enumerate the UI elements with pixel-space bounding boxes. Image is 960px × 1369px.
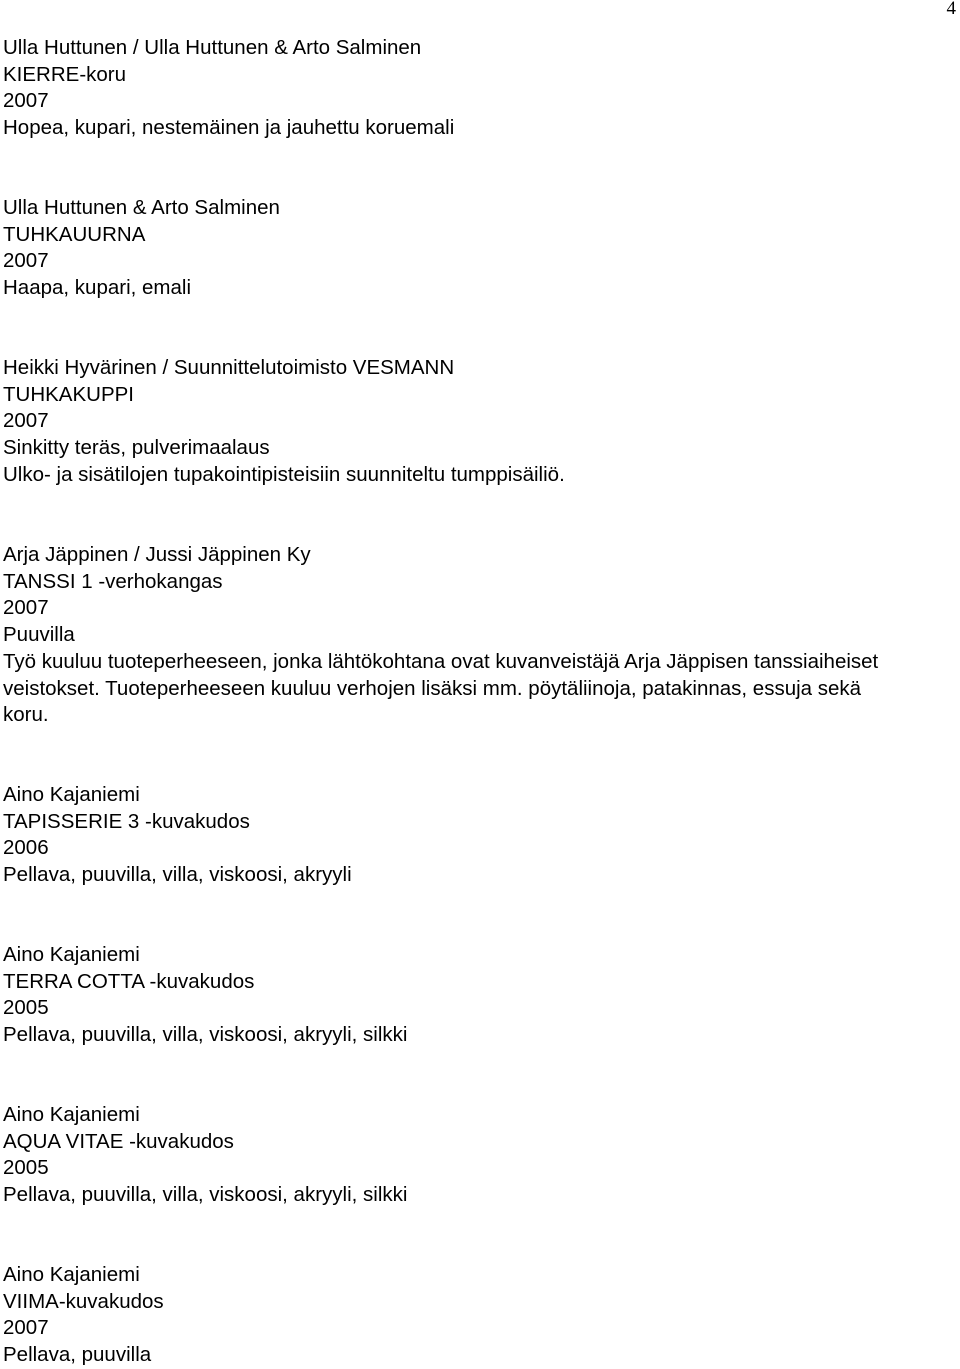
entry-materials: Pellava, puuvilla — [3, 1343, 152, 1367]
entry-tuhkauurna — [3, 195, 903, 302]
entry-year: 2005 — [3, 1156, 49, 1180]
entry-year: 2007 — [3, 409, 49, 433]
entry-viima — [3, 1262, 903, 1369]
entry-designer: Ulla Huttunen / Ulla Huttunen & Arto Salminen — [3, 36, 422, 59]
page-number: 4 — [946, 0, 956, 19]
entry-title: TANSSI 1 -verhokangas — [3, 569, 223, 593]
entry-materials: Hopea, kupari, nestemäinen ja jauhettu koruemali — [3, 116, 455, 140]
entry-designer: Heikki Hyvärinen / Suunnittelutoimisto VESMANN — [3, 356, 455, 379]
entry-tuhkakuppi — [3, 355, 903, 489]
entry-title: KIERRE-koru — [3, 62, 127, 86]
entry-description: Työ kuuluu tuoteperheeseen, jonka lähtökohtana ovat kuvanveistäjä Arja Jäppisen tanssiaiheiset veistokset. Tuoteperheeseen kuuluu verhojen lisäksi mm. pöytäliinoja, patakinnas, essuja sekä koru. — [3, 649, 879, 727]
entry-materials: Pellava, puuvilla, villa, viskoosi, akryyli, silkki — [3, 1023, 408, 1047]
entry-materials: Sinkitty teräs, pulverimaalaus — [3, 436, 270, 460]
entry-description: Ulko- ja sisätilojen tupakointipisteisiin suunniteltu tumppisäiliö. — [3, 462, 565, 486]
entry-tanssi-1 — [3, 542, 903, 729]
entry-designer: Aino Kajaniemi — [3, 943, 140, 966]
entry-materials: Haapa, kupari, emali — [3, 276, 192, 300]
entry-year: 2007 — [3, 596, 49, 620]
entry-kierre-koru — [3, 35, 903, 142]
entry-designer: Ulla Huttunen & Arto Salminen — [3, 196, 280, 219]
entry-year: 2007 — [3, 249, 49, 273]
entry-materials: Pellava, puuvilla, villa, viskoosi, akryyli — [3, 863, 352, 887]
entry-designer: Aino Kajaniemi — [3, 783, 140, 806]
entry-terra-cotta — [3, 942, 903, 1049]
entry-title: TERRA COTTA -kuvakudos — [3, 969, 255, 993]
entry-materials: Puuvilla — [3, 623, 75, 647]
entry-title: TUHKAUURNA — [3, 222, 146, 246]
entry-year: 2007 — [3, 1316, 49, 1340]
entry-year: 2005 — [3, 996, 49, 1020]
entry-materials: Pellava, puuvilla, villa, viskoosi, akryyli, silkki — [3, 1183, 408, 1207]
entry-title: TAPISSERIE 3 -kuvakudos — [3, 809, 250, 833]
entry-year: 2007 — [3, 89, 49, 113]
entry-aqua-vitae — [3, 1102, 903, 1209]
entry-designer: Aino Kajaniemi — [3, 1103, 140, 1126]
entry-title: AQUA VITAE -kuvakudos — [3, 1129, 234, 1153]
entry-designer: Aino Kajaniemi — [3, 1263, 140, 1286]
entry-tapisserie-3 — [3, 782, 903, 889]
entry-year: 2006 — [3, 836, 49, 860]
entry-title: TUHKAKUPPI — [3, 382, 134, 406]
entry-designer: Arja Jäppinen / Jussi Jäppinen Ky — [3, 543, 311, 566]
entry-title: VIIMA-kuvakudos — [3, 1289, 164, 1313]
